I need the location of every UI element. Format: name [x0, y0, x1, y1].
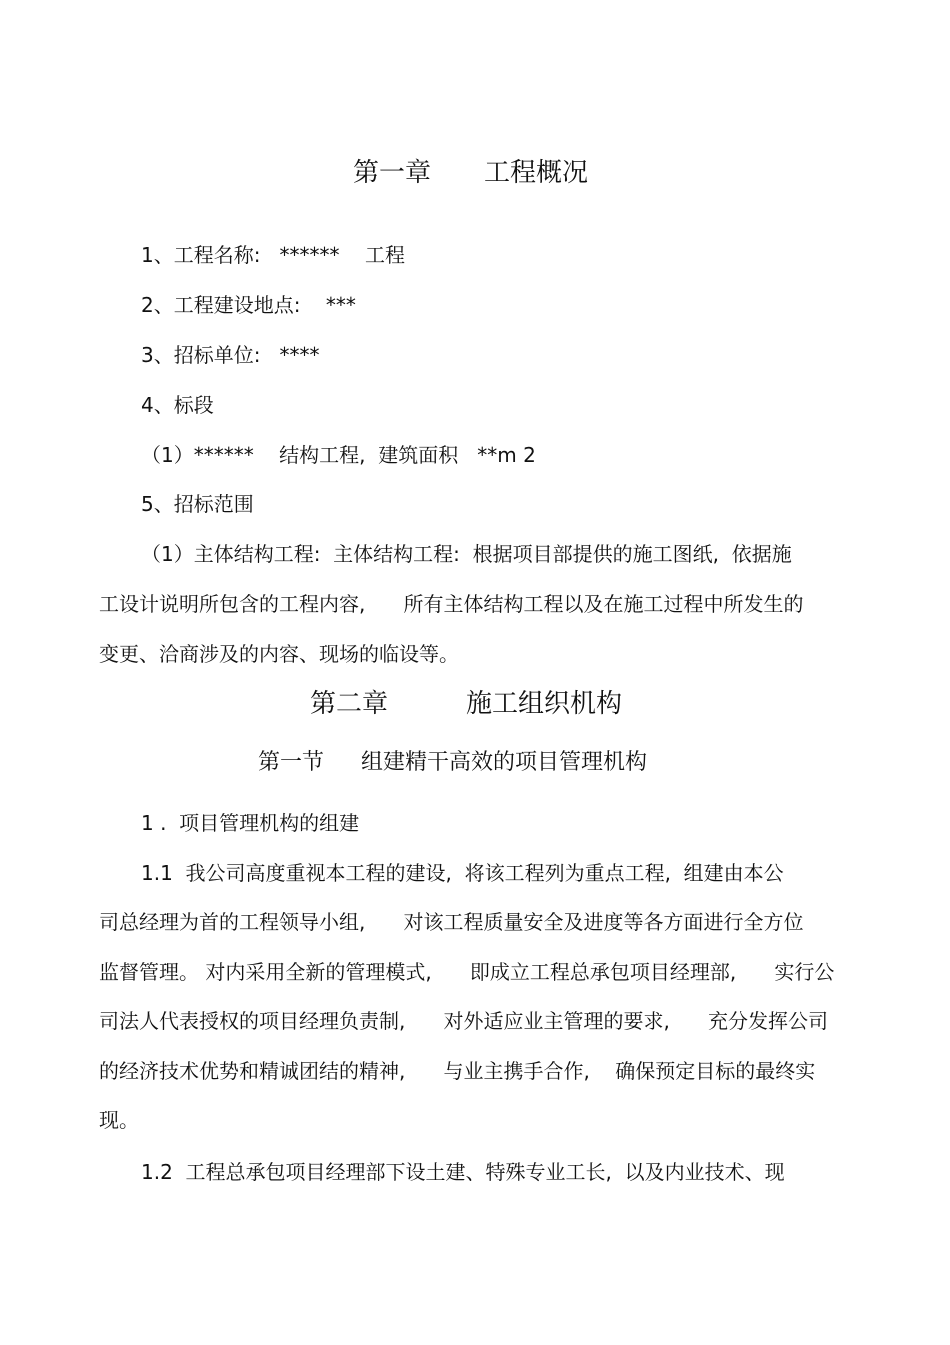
chapter-2-number: 第二章	[310, 689, 389, 719]
paragraph-1-1-line-2: 司总经理为首的工程领导小组, 对该工程质量安全及进度等各方面进行全方位	[99, 910, 804, 934]
lot-heading: 4、标段	[141, 393, 214, 417]
project-name-line: 1、工程名称: ****** 工程	[141, 243, 405, 267]
lot-item-1: （1）****** 结构工程, 建筑面积 **m 2	[141, 443, 536, 467]
paragraph-1-1-line-6: 现。	[99, 1108, 139, 1132]
paragraph-1-1-line-1: 1.1 我公司高度重视本工程的建设, 将该工程列为重点工程, 组建由本公	[141, 861, 784, 885]
chapter-1-number: 第一章	[353, 158, 432, 188]
tender-unit-line: 3、招标单位: ****	[141, 343, 320, 367]
tender-scope-paragraph-line-2: 工设计说明所包含的工程内容, 所有主体结构工程以及在施工过程中所发生的	[99, 592, 804, 616]
section-1-title: 组建精干高效的项目管理机构	[361, 750, 648, 775]
subsection-heading: 1 . 项目管理机构的组建	[141, 811, 360, 835]
tender-scope-paragraph-line-1: （1）主体结构工程: 主体结构工程: 根据项目部提供的施工图纸, 依据施	[141, 542, 792, 566]
paragraph-1-1-line-4: 司法人代表授权的项目经理负责制, 对外适应业主管理的要求, 充分发挥公司	[99, 1009, 829, 1033]
tender-scope-heading: 5、招标范围	[141, 492, 254, 516]
paragraph-1-1-line-3: 监督管理。 对内采用全新的管理模式, 即成立工程总承包项目经理部, 实行公	[99, 960, 835, 984]
project-location-line: 2、工程建设地点: ***	[141, 293, 356, 317]
chapter-2-title: 施工组织机构	[466, 689, 623, 719]
tender-scope-paragraph-line-3: 变更、洽商涉及的内容、现场的临设等。	[99, 642, 459, 666]
paragraph-1-1-line-5: 的经济技术优势和精诚团结的精神, 与业主携手合作, 确保预定目标的最终实	[99, 1059, 816, 1083]
section-1-number: 第一节	[258, 750, 325, 775]
chapter-1-title: 工程概况	[484, 158, 589, 188]
paragraph-1-2-line-1: 1.2 工程总承包项目经理部下设土建、特殊专业工长, 以及内业技术、现	[141, 1160, 785, 1184]
